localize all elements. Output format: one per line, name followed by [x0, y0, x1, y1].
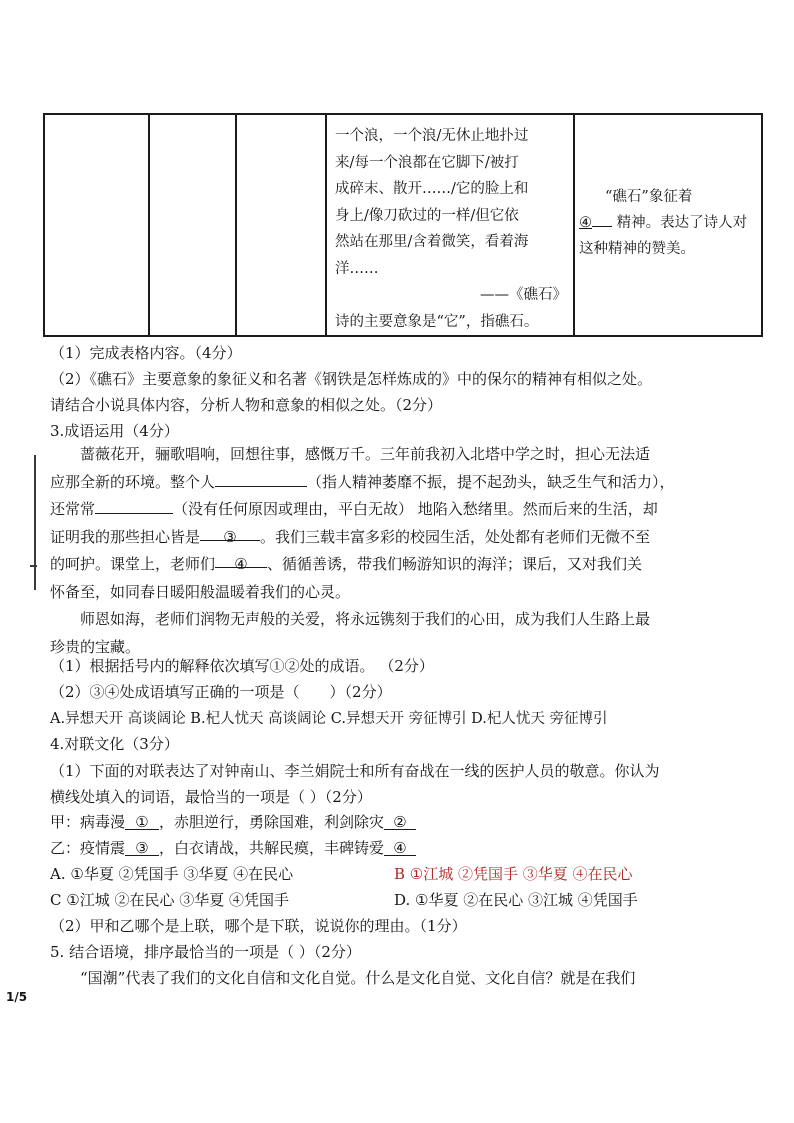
blank-2 — [95, 497, 173, 514]
option-B: B ①江城 ②凭国手 ③华夏 ④在民心 — [394, 865, 633, 883]
poem-line: 身上/像刀砍过的一样/但它依 — [335, 207, 519, 224]
passage-line: 师恩如海，老师们润物无声般的关爱，将永远镌刻于我们的心田，成为我们人生路上最 — [80, 610, 651, 628]
poem-line: 来/每一个浪都在它脚下/被打 — [335, 154, 519, 171]
couplet-blank-label: ③ — [135, 839, 149, 857]
table-cell-empty-2 — [149, 114, 236, 336]
section-4-question-1-line-2: 横线处填入的词语，最恰当的一项是（ ）（2分） — [50, 788, 372, 806]
poem-line: 一个浪，一个浪/无休止地扑过 — [335, 128, 529, 144]
option-A: A. ①华夏 ②凭国手 ③华夏 ④在民心 — [50, 865, 294, 883]
symbol-line-3: 这种精神的赞美。 — [579, 241, 695, 257]
passage-text: 证明我的那些担心皆是 — [50, 527, 201, 546]
couplet-text: ，赤胆逆行，勇除国难，利剑除灾 — [159, 813, 385, 831]
couplet-blank-2 — [384, 813, 416, 830]
poem-line: 成碎末、散开……/它的脸上和 — [335, 181, 529, 197]
couplet-blank-label: ② — [393, 813, 407, 831]
question-2-line-1: （2）《礁石》主要意象的象征义和名著《钢铁是怎样炼成的》中的保尔的精神有相似之处。 — [50, 370, 653, 388]
couplet-jia — [50, 811, 416, 832]
poem-table — [43, 113, 763, 337]
blank-3-label: ③ — [223, 527, 237, 546]
passage-text: （指人精神萎靡不振，提不起劲头，缺乏生气和活力）， — [307, 472, 675, 491]
page-number: 1/5 — [6, 990, 28, 1004]
section-3-question-2: （2）③④处成语填写正确的一项是（ ）（2分） — [50, 683, 392, 701]
passage-line — [50, 469, 750, 497]
poem-cell — [326, 114, 574, 336]
symbol-cell — [574, 114, 762, 336]
section-4-title: 4.对联文化（3分） — [50, 735, 179, 753]
passage-line: 蔷薇花开，骊歌唱响，回想往事，感慨万千。三年前我初入北塔中学之时，担心无法适 — [80, 445, 651, 463]
section-4-question-2: （2）甲和乙哪个是上联，哪个是下联，说说你的理由。（1分） — [50, 917, 467, 935]
blank-3 — [200, 524, 260, 546]
blank-4 — [215, 551, 267, 573]
poem-line: 洋…… — [335, 260, 379, 277]
section-4-question-1-line-1: （1）下面的对联表达了对钟南山、李兰娟院士和所有奋战在一线的医护人员的敬意。你认为 — [50, 762, 660, 780]
poem-note: 诗的主要意象是“它”，指礁石。 — [335, 313, 539, 330]
symbol-line-2: 精神。表达了诗人对 — [616, 215, 748, 231]
section-3-options: A.异想天开 高谈阔论 B.杞人忧天 高谈阔论 C.异想天开 旁征博引 D.杞人忧天 旁征博引 — [50, 711, 608, 727]
section-5-title: 5. 结合语境，排序最恰当的一项是（ ）（2分） — [50, 943, 361, 961]
blank-1 — [215, 470, 307, 487]
section-3-title: 3.成语运用（4分） — [50, 422, 179, 440]
question-1: （1）完成表格内容。（4分） — [50, 344, 242, 362]
passage-text: 。我们三载丰富多彩的校园生活，处处都有老师们无微不至 — [260, 527, 651, 546]
couplet-blank-4 — [384, 839, 416, 856]
passage-text: 、循循善诱，带我们畅游知识的海洋；课后，又对我们关 — [267, 555, 643, 573]
poem-line: 然站在那里/含着微笑，看着海 — [335, 234, 529, 250]
passage-line: 怀备至，如同春日暖阳般温暖着我们的心灵。 — [50, 582, 351, 601]
couplet-blank-1 — [125, 813, 159, 830]
couplet-blank-3 — [125, 839, 159, 856]
passage-text: （没有任何原因或理由，平白无故） 地陷入愁绪里。然而后来的生活，却 — [173, 500, 658, 518]
symbol-line-1: “礁石”象征着 — [605, 189, 693, 205]
couplet-yi — [50, 837, 416, 858]
passage-text: 的呵护。课堂上，老师们 — [50, 555, 216, 573]
poem-source: ——《礁石》 — [480, 287, 567, 303]
couplet-text: 乙：疫情震 — [50, 839, 126, 857]
question-2-line-2: 请结合小说具体内容，分析人物和意象的相似之处。（2分） — [50, 396, 443, 414]
blank-line — [592, 210, 612, 227]
couplet-blank-label: ④ — [393, 839, 407, 857]
option-D: D. ①华夏 ②在民心 ③江城 ④凭国手 — [394, 891, 638, 909]
margin-tick — [30, 565, 37, 567]
table-cell-empty-1 — [44, 114, 149, 336]
table-cell-empty-3 — [236, 114, 326, 336]
passage-line — [50, 551, 750, 579]
passage-line: 珍贵的宝藏。 — [50, 637, 141, 656]
couplet-text: ，白衣请战，共解民瘼，丰碑铸爱 — [159, 839, 385, 857]
blank-4-label: ④ — [234, 555, 248, 573]
couplet-blank-label: ① — [135, 813, 149, 831]
blank-4: ④ — [579, 215, 592, 231]
idiom-passage — [50, 441, 750, 661]
passage-text: 还常常 — [50, 500, 96, 518]
passage-line — [50, 496, 750, 524]
passage-text: 应那全新的环境。整个人 — [50, 472, 216, 491]
couplet-text: 甲：病毒漫 — [50, 813, 126, 831]
option-C: C ①江城 ②在民心 ③华夏 ④凭国手 — [50, 891, 289, 909]
passage-line — [50, 524, 750, 552]
section-3-question-1: （1）根据括号内的解释依次填写①②处的成语。 （2分） — [50, 657, 434, 675]
section-5-text: “国潮”代表了我们的文化自信和文化自觉。什么是文化自觉、文化自信？就是在我们 — [80, 969, 636, 987]
margin-bracket — [34, 455, 36, 590]
